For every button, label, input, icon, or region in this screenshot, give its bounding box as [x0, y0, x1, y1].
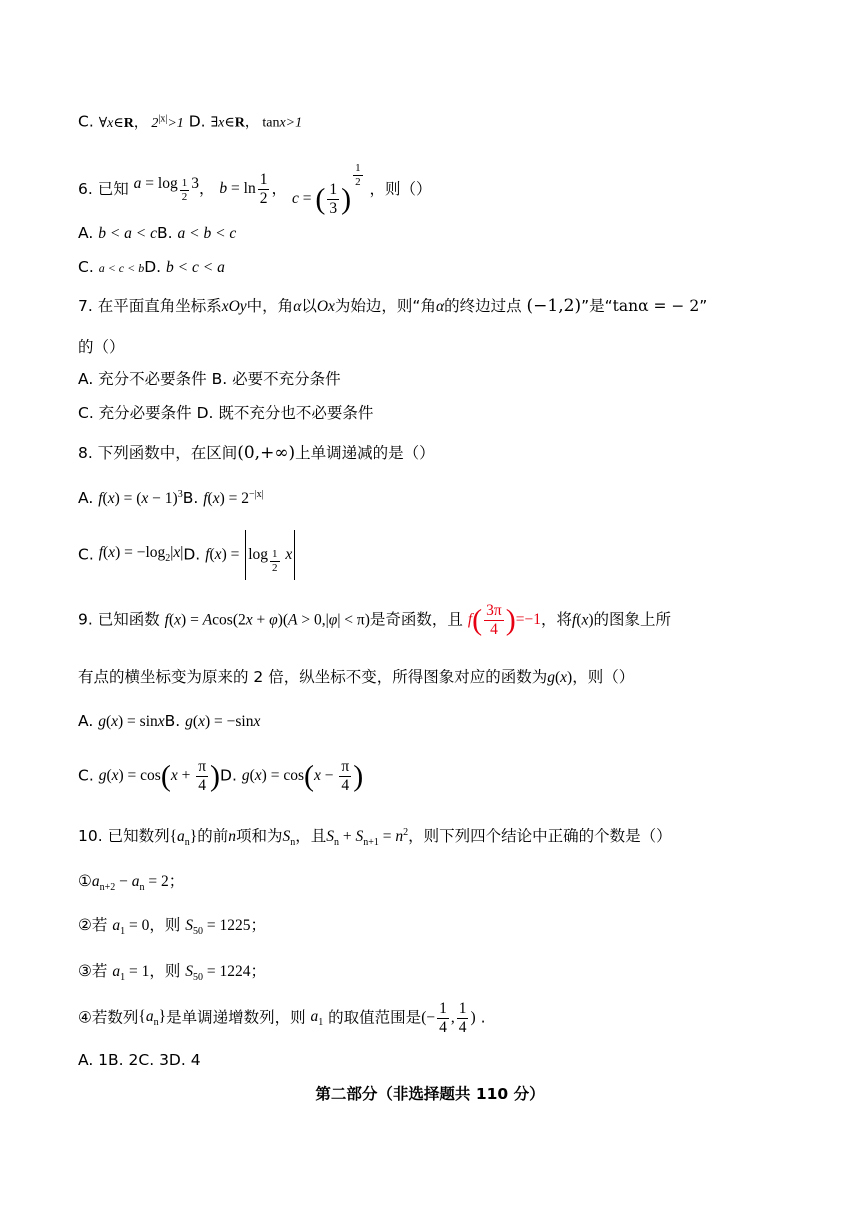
q6-option-b-label: B. [157, 224, 173, 242]
q9-stem-4: 的图象上所 [593, 610, 672, 629]
q10-item-2: ②若 $a_1 = 0$，则 $S_{50} = 1225$； [78, 916, 267, 938]
q9-option-a-label: A. [78, 712, 94, 730]
q8-option-d-expr: f(x) = log $\frac{1}{2}$ x [205, 546, 297, 563]
q6-option-b-expr: a < b < c [177, 225, 237, 242]
q6-option-a-expr: b < a < c [98, 225, 158, 242]
q10-item-3: ③若 $a_1 = 1$，则 $S_{50} = 1224$； [78, 962, 267, 984]
q9-option-c-expr: g(x) = cos(x + $\frac{\pi}{4}$ ) [98, 758, 221, 794]
q6-option-d-label: D. [144, 258, 162, 276]
q9-func: f(x) = Acos(2x + φ)(A > 0,|φ| < π) [164, 611, 370, 629]
q8-option-a-expr: $f(x) = (x - 1)^3$ [98, 489, 183, 508]
q10-stem-3: 项和为 [236, 827, 283, 846]
q8-option-a-label: A. [78, 489, 94, 508]
q8-stem-1: 8. 下列函数中，在区间 [78, 444, 238, 462]
q10-stem [78, 828, 672, 848]
q9-options-cd [78, 758, 363, 804]
q7-stem-5: 的终边过点 [444, 297, 522, 315]
q9-option-b-expr: g(x) = −sinx [185, 713, 261, 730]
q7-option-a: A. 充分不必要条件 [78, 370, 207, 388]
q9-stem-line2 [78, 670, 634, 686]
q6-stem-suffix: ，则（） [369, 179, 432, 198]
q6-option-c-label: C. [78, 258, 94, 276]
q6-a-expr: a = log $\frac{1}{2}$ 3 [133, 174, 199, 203]
q8-option-c-label: C. [78, 545, 94, 564]
q7-stem-7: ” [699, 297, 708, 315]
q9-options-ab [78, 714, 260, 730]
q9-stem-line2b: ，则（） [572, 668, 635, 686]
q5-option-c-expr: ∀x∈R， $2^{|x|}>1$ [98, 113, 184, 131]
q8-interval: (0,+∞) [237, 443, 296, 463]
q9-option-c-label: C. [78, 766, 94, 785]
q7-ox: Ox [316, 298, 335, 315]
q7-option-c: C. 充分必要条件 [78, 404, 192, 422]
q6-options-ab [78, 226, 236, 242]
q8-option-c-expr: $f(x) = -\log_2|x|$ [98, 544, 184, 565]
q7-xoy: xOy [221, 298, 247, 315]
q6-b-expr: b = ln $\frac{1}{2}$ [219, 171, 268, 208]
q7-stem-6: ”是“ [581, 297, 613, 315]
q7-stem-3: 以 [301, 297, 317, 315]
q8-option-d-label: D. [183, 545, 201, 564]
q9-option-a-expr: g(x) = sinx [98, 713, 165, 730]
q9-stem-3: ，将 [540, 610, 572, 629]
q5-option-d-label: D. [188, 112, 206, 131]
q5-options-cd [78, 114, 302, 131]
q7-alpha-1: α [293, 298, 302, 315]
q8-stem [78, 445, 435, 462]
q9-stem-2: 是奇函数，且 [369, 610, 463, 629]
q10-stem-4: ，且 [295, 827, 327, 846]
q7-stem-4: 为始边，则“角 [334, 297, 436, 315]
q10-stem-5: ，则下列四个结论中正确的个数是（） [408, 827, 672, 846]
q7-tan: tanα = − 2 [612, 297, 700, 315]
q7-option-d: D. 既不充分也不必要条件 [196, 404, 374, 422]
q6-c-expr: c = ( $\frac{1}{3}$ ) $\frac{1}{2}$ [291, 162, 361, 217]
q7-option-b: B. 必要不充分条件 [211, 370, 341, 388]
q8-options-cd [78, 530, 297, 582]
q6-stem-prefix: 6. 已知 [78, 179, 129, 198]
q7-stem-line2: 的（） [78, 338, 125, 356]
q6-option-c-expr: a < c < b [98, 261, 145, 275]
q7-options-ab [78, 372, 341, 388]
q7-alpha-2: α [435, 298, 445, 315]
q5-option-c-label: C. [78, 112, 94, 131]
q8-stem-2: 上单调递减的是（） [295, 444, 435, 462]
q6-option-d-expr: b < c < a [166, 259, 225, 276]
q9-option-d-label: D. [220, 766, 237, 785]
q9-stem-line2a: 有点的横坐标变为原来的 2 倍，纵坐标不变，所得图象对应的函数为 [78, 668, 548, 686]
q7-options-cd [78, 406, 373, 422]
q10-stem-1: 10. 已知数列 [78, 827, 170, 846]
q9-cond: f( $\frac{3\pi}{4}$ )=−1 [467, 602, 541, 638]
q8-option-b-label: B. [182, 489, 199, 508]
q6-stem: 6. 已知 a = log $\frac{1}{2}$ 3， b = ln $\frac{1}{2}$ ， c = ( $\frac{1}{3}$ ) $\frac{1}{2}$ ，则（） [78, 162, 432, 217]
q9-stem-line1 [78, 602, 671, 642]
q8-options-ab [78, 490, 264, 507]
q7-point: (−1,2) [526, 296, 582, 316]
q7-stem-line1 [78, 298, 707, 315]
q10-item-1: $①a_{n+2} - a_n = 2$； [78, 872, 185, 894]
q6-option-a-label: A. [78, 224, 94, 242]
q8-option-b-expr: $f(x) = 2^{-|x|}$ [203, 489, 264, 508]
q9-option-b-label: B. [164, 712, 181, 730]
q6-options-cd [78, 260, 225, 276]
q10-stem-2: 的前 [197, 827, 229, 846]
q10-rel: $S_n + S_{n+1} = n^2$ [326, 827, 409, 849]
q10-item-4: ④若数列$\{a_n\}$是单调递增数列，则 $a_1$ 的取值范围是(− $\frac{1}{4}$ , $\frac{1}{4}$ ) . [78, 1000, 486, 1036]
q9-fx: f(x) [572, 611, 594, 629]
q9-option-d-expr: g(x) = cos(x − $\frac{\pi}{4}$ ) [241, 758, 364, 794]
q10-n: n [228, 828, 236, 846]
q10-options: A. 1B. 2C. 3D. 4 [78, 1051, 201, 1069]
q10-seq: $\{a_n\}$ [169, 828, 198, 849]
q9-stem-1: 9. 已知函数 [78, 610, 160, 629]
q9-gx: g(x) [547, 669, 573, 686]
q5-option-d-expr: ∃x∈R， tanx>1 [210, 115, 303, 131]
q7-stem-1: 7. 在平面直角坐标系 [78, 297, 222, 315]
section-heading: 第二部分（非选择题共 110 分） [315, 1085, 545, 1103]
q7-stem-2: 中，角 [246, 297, 294, 315]
q10-sn: $S_n$ [282, 828, 296, 849]
